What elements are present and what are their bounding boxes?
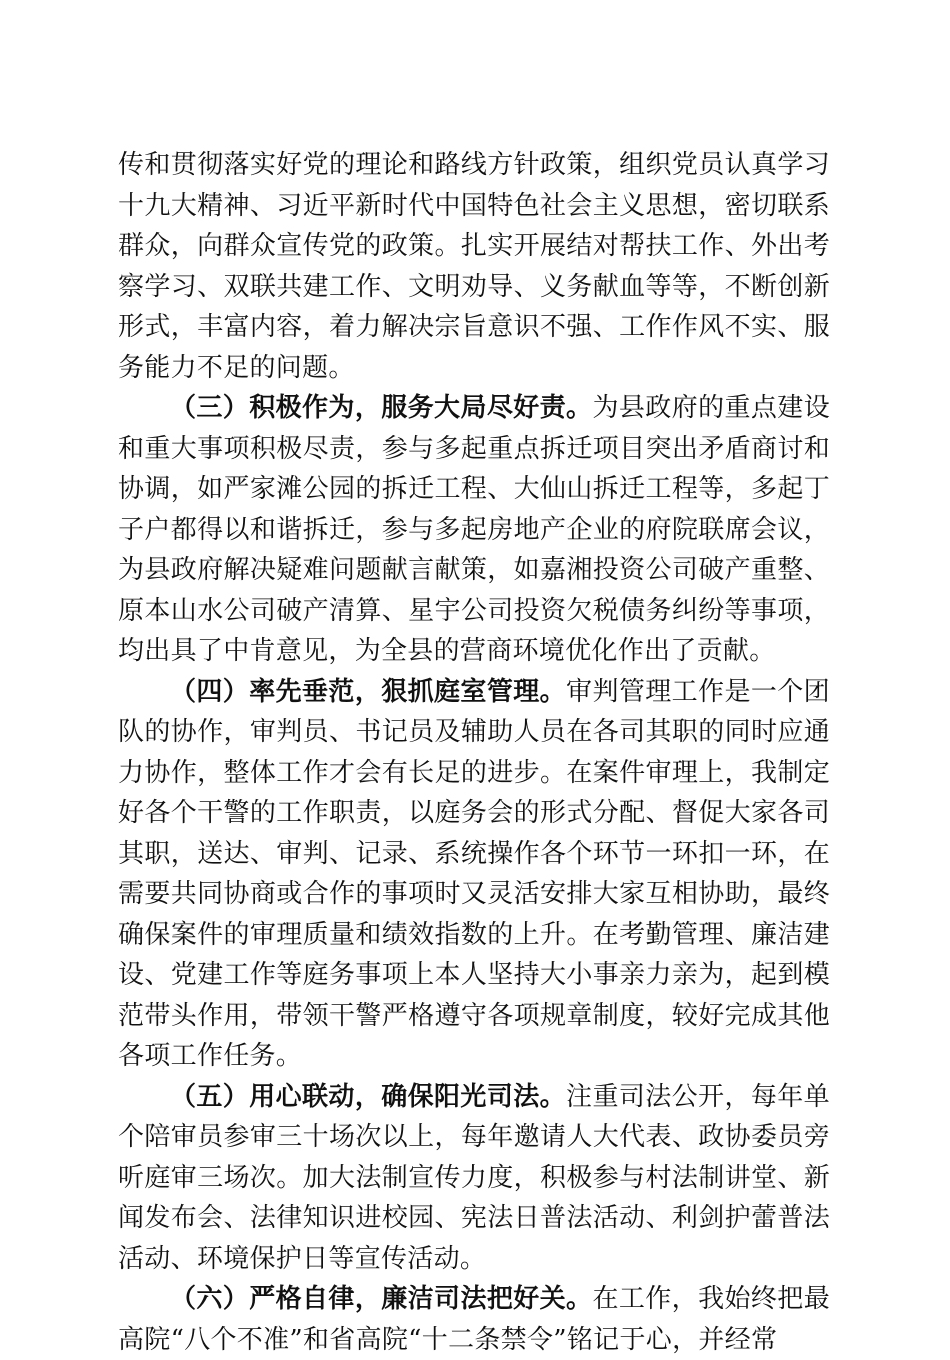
paragraph-continuation [118, 145, 830, 388]
section-6-body: 在工作，我始终把最高院“八个不准”和省高院“十二条禁令”铭记于心，并经常 [118, 1284, 830, 1355]
section-3-body: 为县政府的重点建设和重大事项积极尽责，参与多起重点拆迁项目突出矛盾商讨和协调，如严家滩公园的拆迁工程、大仙山拆迁工程等，多起丁子户都得以和谐拆迁，参与多起房地产企业的府院联席会议，为县政府解决疑难问题献言献策，如嘉湘投资公司破产重整、原本山水公司破产清算、星宇公司投资欠税债务纠纷等事项，均出具了中肯意见，为全县的营商环境优化作出了贡献。 [118, 393, 830, 666]
section-5-body: 注重司法公开，每年单个陪审员参审三十场次以上，每年邀请人大代表、政协委员旁听庭审三场次。加大法制宣传力度，积极参与村法制讲堂、新闻发布会、法律知识进校园、宪法日普法活动、利剑护蕾普法活动、环境保护日等宣传活动。 [118, 1081, 830, 1274]
paragraph-body: 传和贯彻落实好党的理论和路线方针政策，组织党员认真学习十九大精神、习近平新时代中国特色社会主义思想，密切联系群众，向群众宣传党的政策。扎实开展结对帮扶工作、外出考察学习、双联共建工作、文明劝导、义务献血等等，不断创新形式，丰富内容，着力解决宗旨意识不强、工作作风不实、服务能力不足的问题。 [118, 150, 830, 383]
section-5-heading: （五）用心联动，确保阳光司法。 [170, 1081, 567, 1112]
document-page [118, 145, 830, 1360]
section-4-heading: （四）率先垂范，狠抓庭室管理。 [170, 676, 567, 707]
paragraph-section-6 [118, 1279, 830, 1360]
section-6-heading: （六）严格自律，廉洁司法把好关。 [170, 1284, 593, 1314]
paragraph-section-4 [118, 672, 830, 1077]
section-3-heading: （三）积极作为，服务大局尽好责。 [170, 393, 593, 423]
paragraph-section-5 [118, 1077, 830, 1280]
section-4-body: 审判管理工作是一个团队的协作，审判员、书记员及辅助人员在各司其职的同时应通力协作，整体工作才会有长足的进步。在案件审理上，我制定好各个干警的工作职责，以庭务会的形式分配、督促大家各司其职，送达、审判、记录、系统操作各个环节一环扣一环，在需要共同协商或合作的事项时又灵活安排大家互相协助，最终确保案件的审理质量和绩效指数的上升。在考勤管理、廉洁建设、党建工作等庭务事项上本人坚持大小事亲力亲为，起到模范带头作用，带领干警严格遵守各项规章制度，较好完成其他各项工作任务。 [118, 676, 830, 1071]
paragraph-section-3 [118, 388, 830, 672]
